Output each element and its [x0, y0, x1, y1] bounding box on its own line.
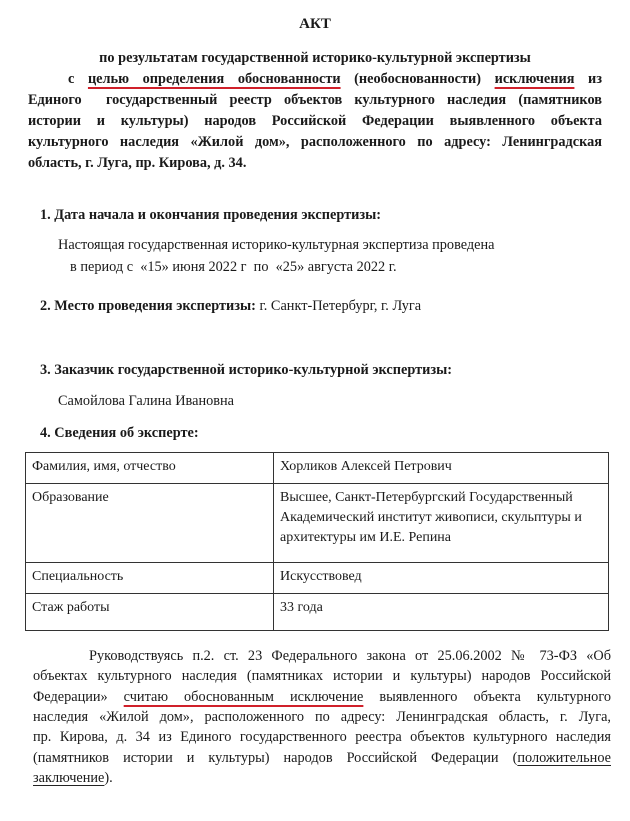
section-4-heading: 4. Сведения об эксперте: — [40, 425, 199, 441]
text-line — [33, 770, 611, 787]
row-label: Специальность — [26, 563, 274, 594]
document-title: АКТ — [299, 16, 331, 32]
underlined-phrase: исключения — [494, 71, 575, 87]
text-line — [89, 648, 611, 665]
text-line — [33, 668, 611, 685]
section-2-heading: 2. Место проведения экспертизы: — [40, 298, 256, 314]
row-value: Искусствовед — [274, 563, 609, 594]
row-label: Фамилия, имя, отчество — [26, 453, 274, 484]
table-row — [26, 453, 609, 484]
section-1-text: Настоящая государственная историко-культурная экспертиза проведена — [58, 237, 495, 253]
text-line — [28, 134, 602, 151]
text-line — [0, 50, 630, 67]
text-segment: ). — [104, 769, 113, 786]
text-segment: наследия «Жилой дом», расположенного по адресу: Ленинградская область, г. Луга, — [33, 708, 611, 725]
section-3-heading: 3. Заказчик государственной историко-культурной экспертизы: — [40, 362, 453, 378]
text-segment: Руководствуясь п.2. ст. 23 Федерального закона от 25.06.2002 № 73-ФЗ «Об — [89, 648, 611, 664]
text-line — [28, 113, 602, 130]
row-value: 33 года — [274, 594, 609, 631]
table-row — [26, 484, 609, 563]
text-segment: Единого государственный реестр объектов культурного наследия (памятников — [28, 92, 602, 108]
row-label: Образование — [26, 484, 274, 563]
text-segment: истории и культуры) народов Российской Федерации выявленного объекта — [28, 113, 602, 129]
row-value: Высшее, Санкт-Петербургский Государственный Академический институт живописи, скульптуры и архитектуры им И.Е. Репина — [274, 484, 609, 563]
text-segment: выявленного объекта культурного — [363, 688, 611, 705]
text-segment: объектах культурного наследия (памятниках истории и культуры) народов Российской — [33, 668, 611, 685]
text-segment: с — [68, 71, 88, 87]
text-line — [28, 155, 602, 172]
section-2 — [40, 298, 421, 315]
table-row — [26, 563, 609, 594]
section-2-value: г. Санкт-Петербург, г. Луга — [255, 298, 422, 314]
underlined-phrase: положительное — [517, 749, 611, 766]
expert-info-table — [25, 452, 609, 631]
text-line — [33, 750, 611, 767]
text-line — [68, 71, 602, 88]
text-segment: (необоснованности) — [340, 71, 495, 87]
section-1-heading: 1. Дата начала и окончания проведения экспертизы: — [40, 207, 382, 223]
text-line — [33, 729, 611, 746]
text-line — [33, 689, 611, 706]
text-line — [33, 709, 611, 726]
text-segment: из — [574, 71, 603, 87]
section-1-period: в период с «15» июня 2022 г по «25» августа 2022 г. — [70, 259, 397, 275]
row-label: Стаж работы — [26, 594, 274, 631]
row-value: Хорликов Алексей Петрович — [274, 453, 609, 484]
text-segment: культурного наследия «Жилой дом», расположенного по адресу: Ленинградская — [28, 134, 602, 150]
underlined-phrase: заключение — [33, 769, 105, 786]
text-segment: (памятников истории и культуры) народов Российской Федерации ( — [33, 749, 518, 766]
text-segment: по результатам государственной историко-культурной экспертизы — [99, 50, 531, 66]
underlined-phrase: считаю обоснованным исключение — [123, 688, 364, 705]
text-segment: область, г. Луга, пр. Кирова, д. 34. — [28, 155, 247, 171]
text-line — [28, 92, 602, 109]
underlined-phrase: целью определения обоснованности — [87, 71, 341, 87]
text-segment: Федерации» — [33, 688, 124, 705]
section-3-value: Самойлова Галина Ивановна — [58, 393, 235, 409]
table-row — [26, 594, 609, 631]
text-segment: пр. Кирова, д. 34 из Единого государственного реестра объектов культурного наследия — [33, 729, 611, 746]
